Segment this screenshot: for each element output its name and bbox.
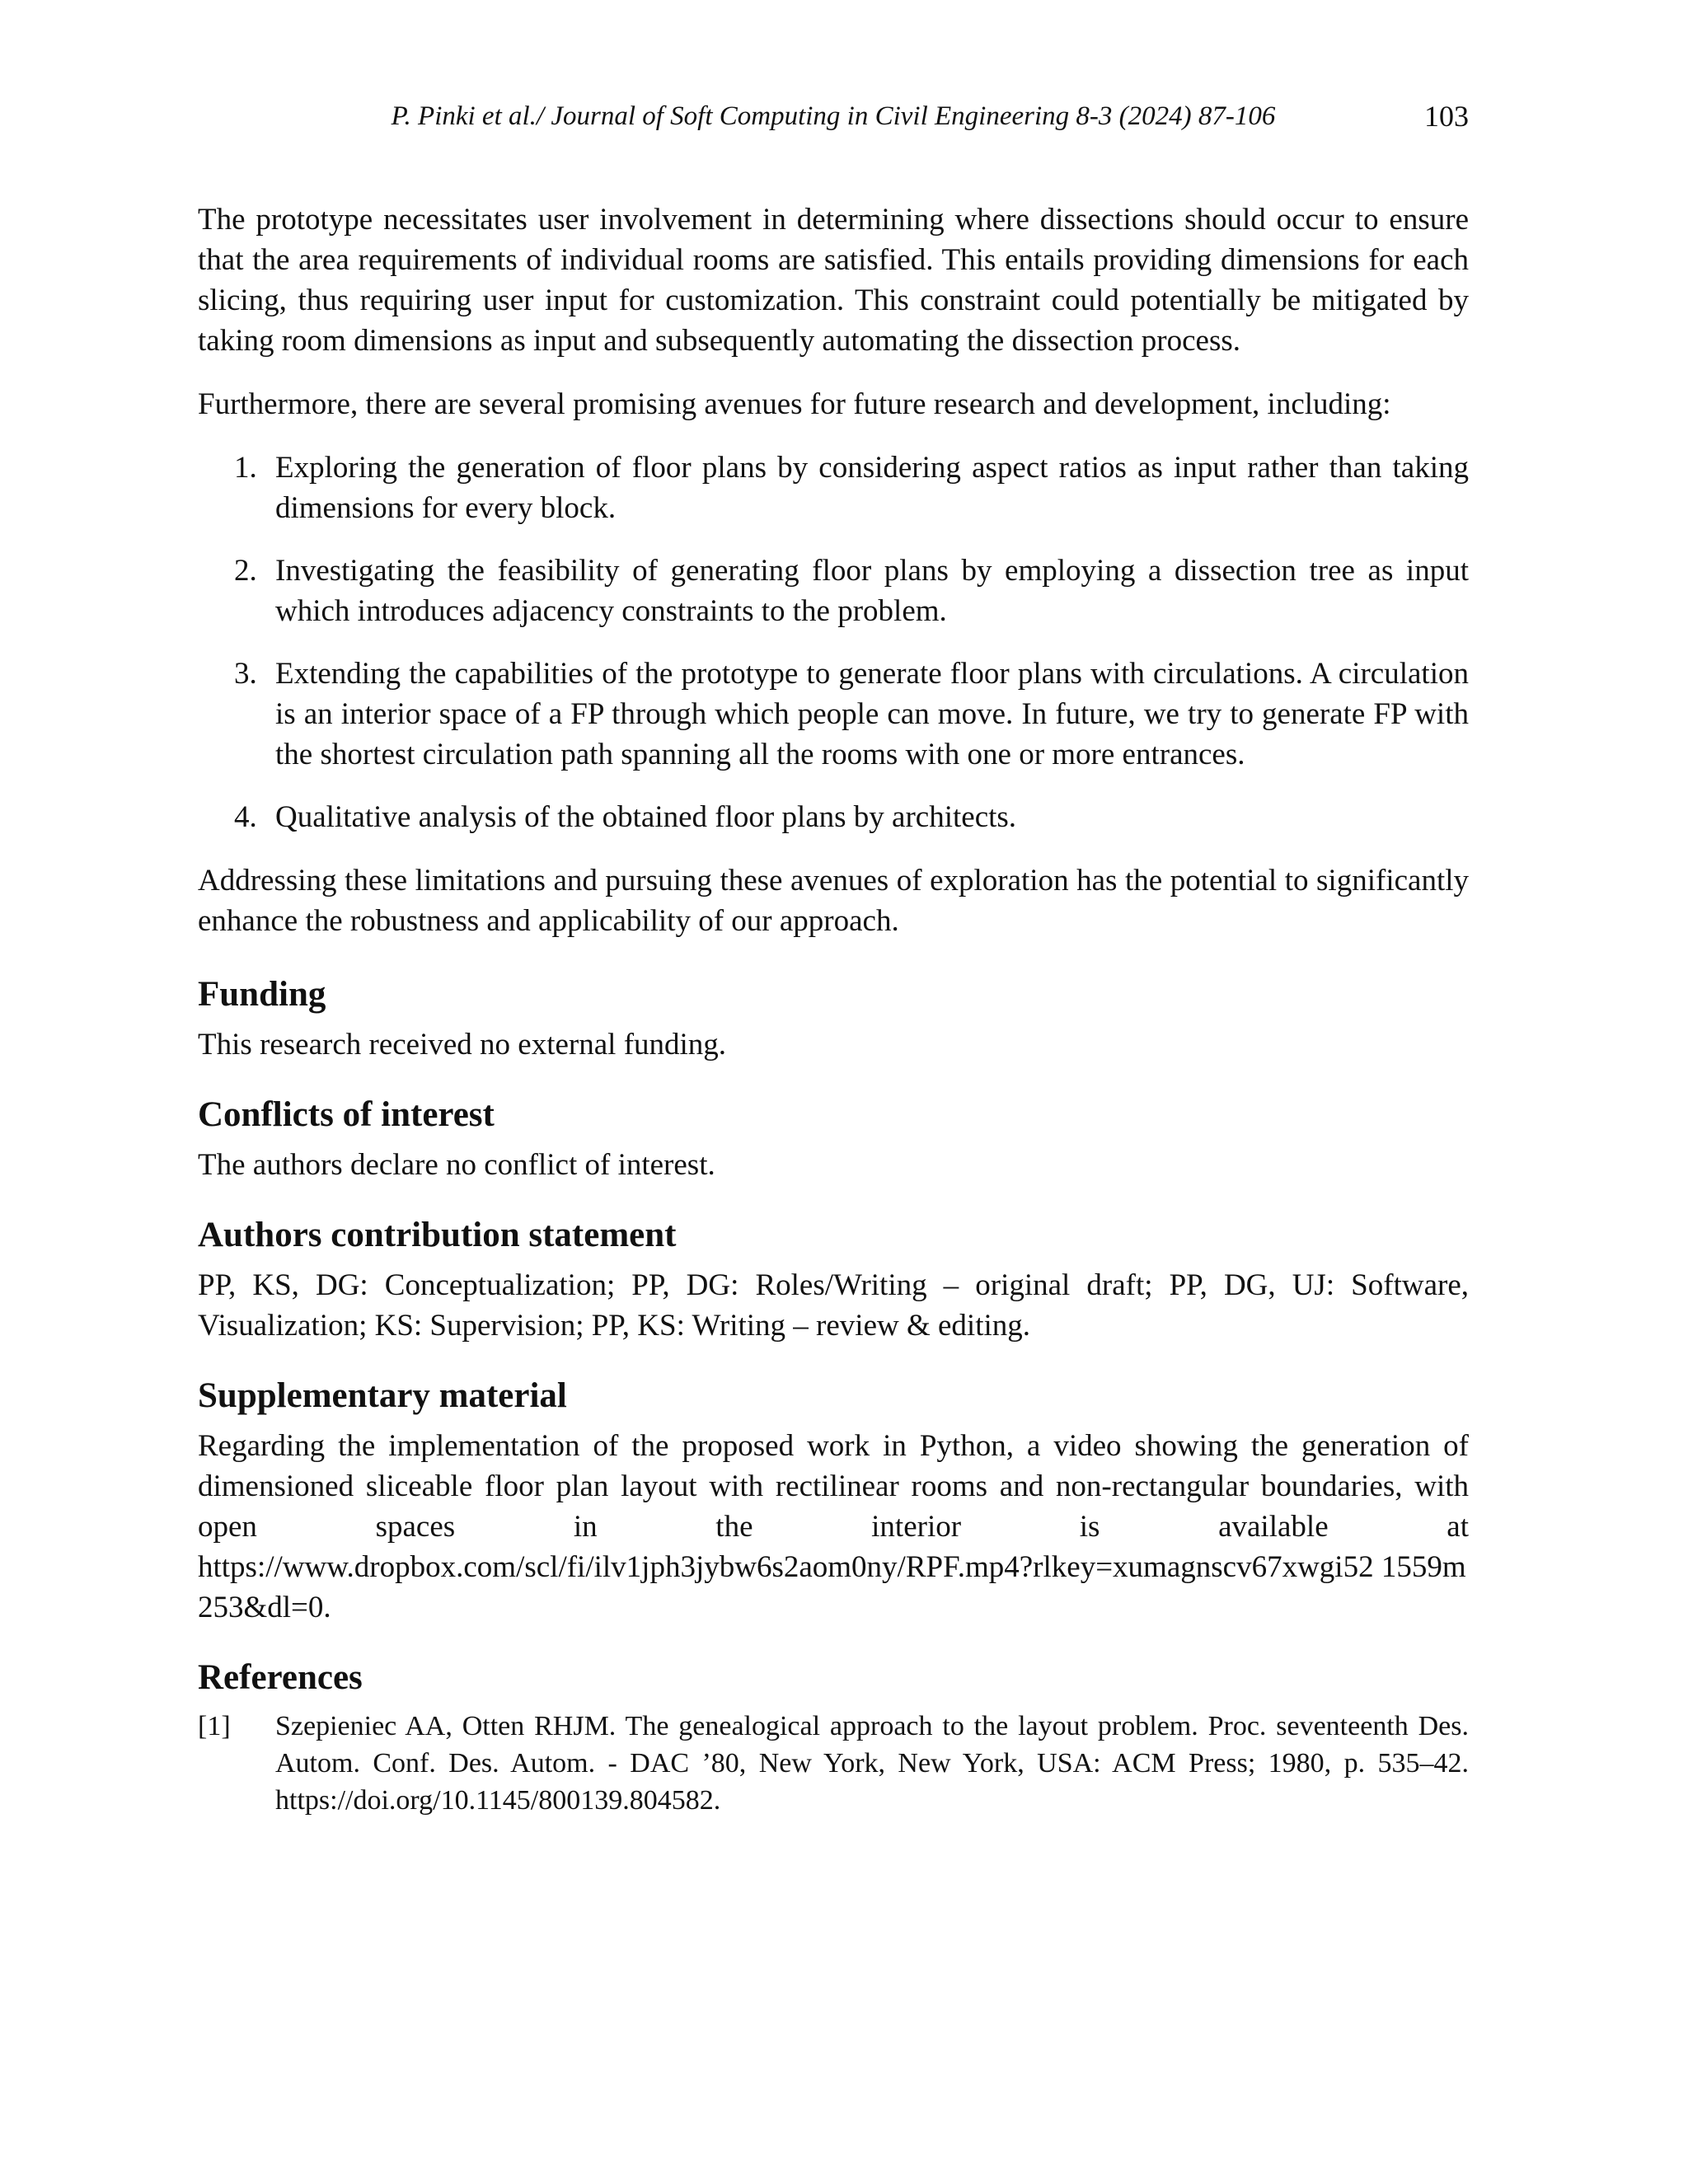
conflicts-text: The authors declare no conflict of interest.	[198, 1148, 715, 1182]
list-item	[198, 551, 1469, 631]
list-item	[198, 797, 1469, 837]
contribution-heading: Authors contribution statement	[198, 1216, 677, 1254]
list-item-number: 3.	[234, 657, 257, 691]
list-item	[198, 654, 1469, 775]
list-item-number: 1.	[234, 451, 257, 485]
paragraph-conclusion: Addressing these limitations and pursuing these avenues of exploration has the potential to significantly enhance the robustness and applicability of our approach.	[198, 864, 1469, 938]
contribution-text: PP, KS, DG: Conceptualization; PP, DG: Roles/Writing – original draft; PP, DG, UJ: Software, Visualization; KS: Supervision; PP, KS: Writing – review & editing.	[198, 1268, 1469, 1343]
running-header	[198, 96, 1469, 137]
reference-text: Szepieniec AA, Otten RHJM. The genealogical approach to the layout problem. Proc. seventeenth Des. Autom. Conf. Des. Autom. - DAC ’80, New York, New York, USA: ACM Press; 1980, p. 535–42. https://doi.org/10.1145/800139.804582.	[275, 1711, 1469, 1816]
reference-number: [1]	[198, 1711, 231, 1741]
references-heading: References	[198, 1658, 363, 1697]
supplementary-video-link[interactable]: https://www.dropbox.com/scl/fi/ilv1jph3jybw6s2aom0ny/RPF.mp4?rlkey=xumagnscv67xwgi52 1559m253&dl=0.	[198, 1550, 1466, 1624]
reference-item	[198, 1708, 1469, 1819]
supplementary-heading: Supplementary material	[198, 1376, 567, 1415]
conflicts-heading: Conflicts of interest	[198, 1095, 495, 1134]
reference-list	[198, 1708, 1469, 1819]
future-research-list	[198, 448, 1469, 837]
paper-page	[198, 96, 1469, 1819]
list-item-text: Extending the capabilities of the prototype to generate floor plans with circulations. A circulation is an interior space of a FP through which people can move. In future, we try to generate FP with the shortest circulation path spanning all the rooms with one or more entrances.	[275, 657, 1469, 771]
list-item-text: Qualitative analysis of the obtained floor plans by architects.	[275, 800, 1017, 834]
journal-citation: P. Pinki et al./ Journal of Soft Computing in Civil Engineering 8-3 (2024) 87-106	[391, 101, 1276, 131]
page-number: 103	[1424, 100, 1469, 133]
list-item	[198, 448, 1469, 528]
list-item-text: Exploring the generation of floor plans by considering aspect ratios as input rather than taking dimensions for every block.	[275, 451, 1469, 525]
supplementary-text: Regarding the implementation of the proposed work in Python, a video showing the generation of dimensioned sliceable floor plan layout with rectilinear rooms and non-rectangular boundaries, with open spaces in the interior is available at	[198, 1429, 1469, 1544]
funding-text: This research received no external funding.	[198, 1028, 727, 1062]
list-item-number: 4.	[234, 800, 257, 834]
paragraph-future-intro: Furthermore, there are several promising avenues for future research and development, including:	[198, 387, 1391, 421]
paragraph-limitations: The prototype necessitates user involvement in determining where dissections should occur to ensure that the area requirements of individual rooms are satisfied. This entails providing dimensions for each slicing, thus requiring user input for customization. This constraint could potentially be mitigated by taking room dimensions as input and subsequently automating the dissection process.	[198, 203, 1469, 358]
list-item-text: Investigating the feasibility of generating floor plans by employing a dissection tree as input which introduces adjacency constraints to the problem.	[275, 554, 1469, 628]
funding-heading: Funding	[198, 975, 326, 1014]
list-item-number: 2.	[234, 554, 257, 588]
